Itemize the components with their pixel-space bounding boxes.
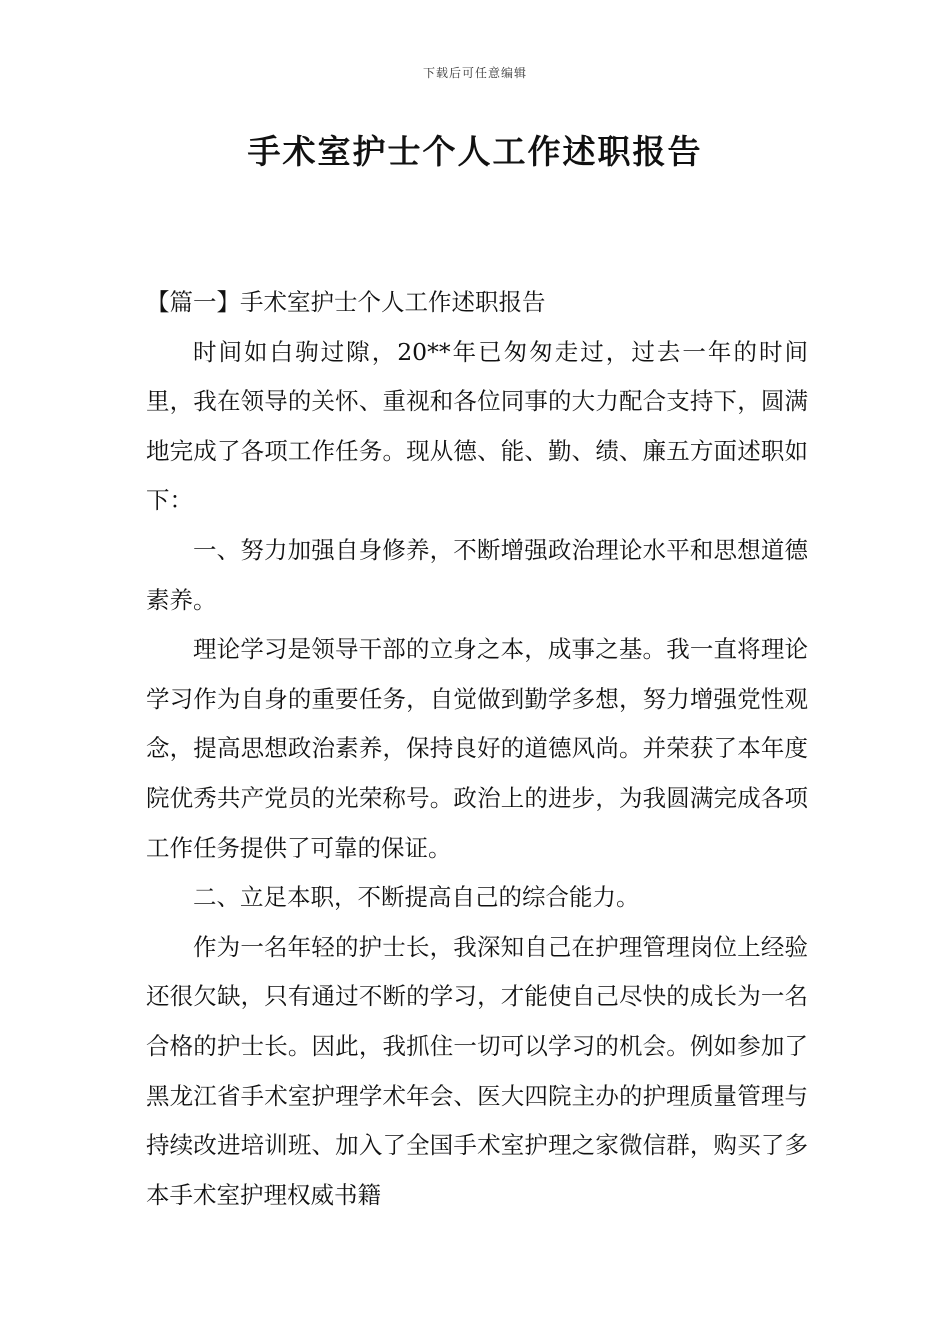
paragraph: 理论学习是领导干部的立身之本，成事之基。我一直将理论学习作为自身的重要任务，自觉做到勤学多想，努力增强党性观念，提高思想政治素养，保持良好的道德风尚。并荣获了本年度院优秀共产党员的光荣称号。政治上的进步，为我圆满完成各项工作任务提供了可靠的保证。 — [146, 635, 808, 862]
paragraph: 作为一名年轻的护士长，我深知自己在护理管理岗位上经验还很欠缺，只有通过不断的学习，才能使自己尽快的成长为一名合格的护士长。因此，我抓住一切可以学习的机会。例如参加了黑龙江省手术室护理学术年会、医大四院主办的护理质量管理与持续改进培训班、加入了全国手术室护理之家微信群，购买了多本手术室护理权威书籍 — [146, 932, 808, 1209]
paragraph: 二、立足本职，不断提高自己的综合能力。 — [193, 883, 640, 912]
paragraph: 【篇一】手术室护士个人工作述职报告 — [146, 288, 546, 316]
paragraph: 一、努力加强自身修养，不断增强政治理论水平和思想道德素养。 — [146, 535, 808, 614]
document-title: 手术室护士个人工作述职报告 — [247, 132, 703, 171]
document-body — [146, 278, 808, 1220]
header-note: 下载后可任意编辑 — [422, 66, 527, 80]
paragraph: 时间如白驹过隙，20**年已匆匆走过，过去一年的时间里，我在领导的关怀、重视和各位同事的大力配合支持下，圆满地完成了各项工作任务。现从德、能、勤、绩、廉五方面述职如下： — [146, 337, 808, 515]
